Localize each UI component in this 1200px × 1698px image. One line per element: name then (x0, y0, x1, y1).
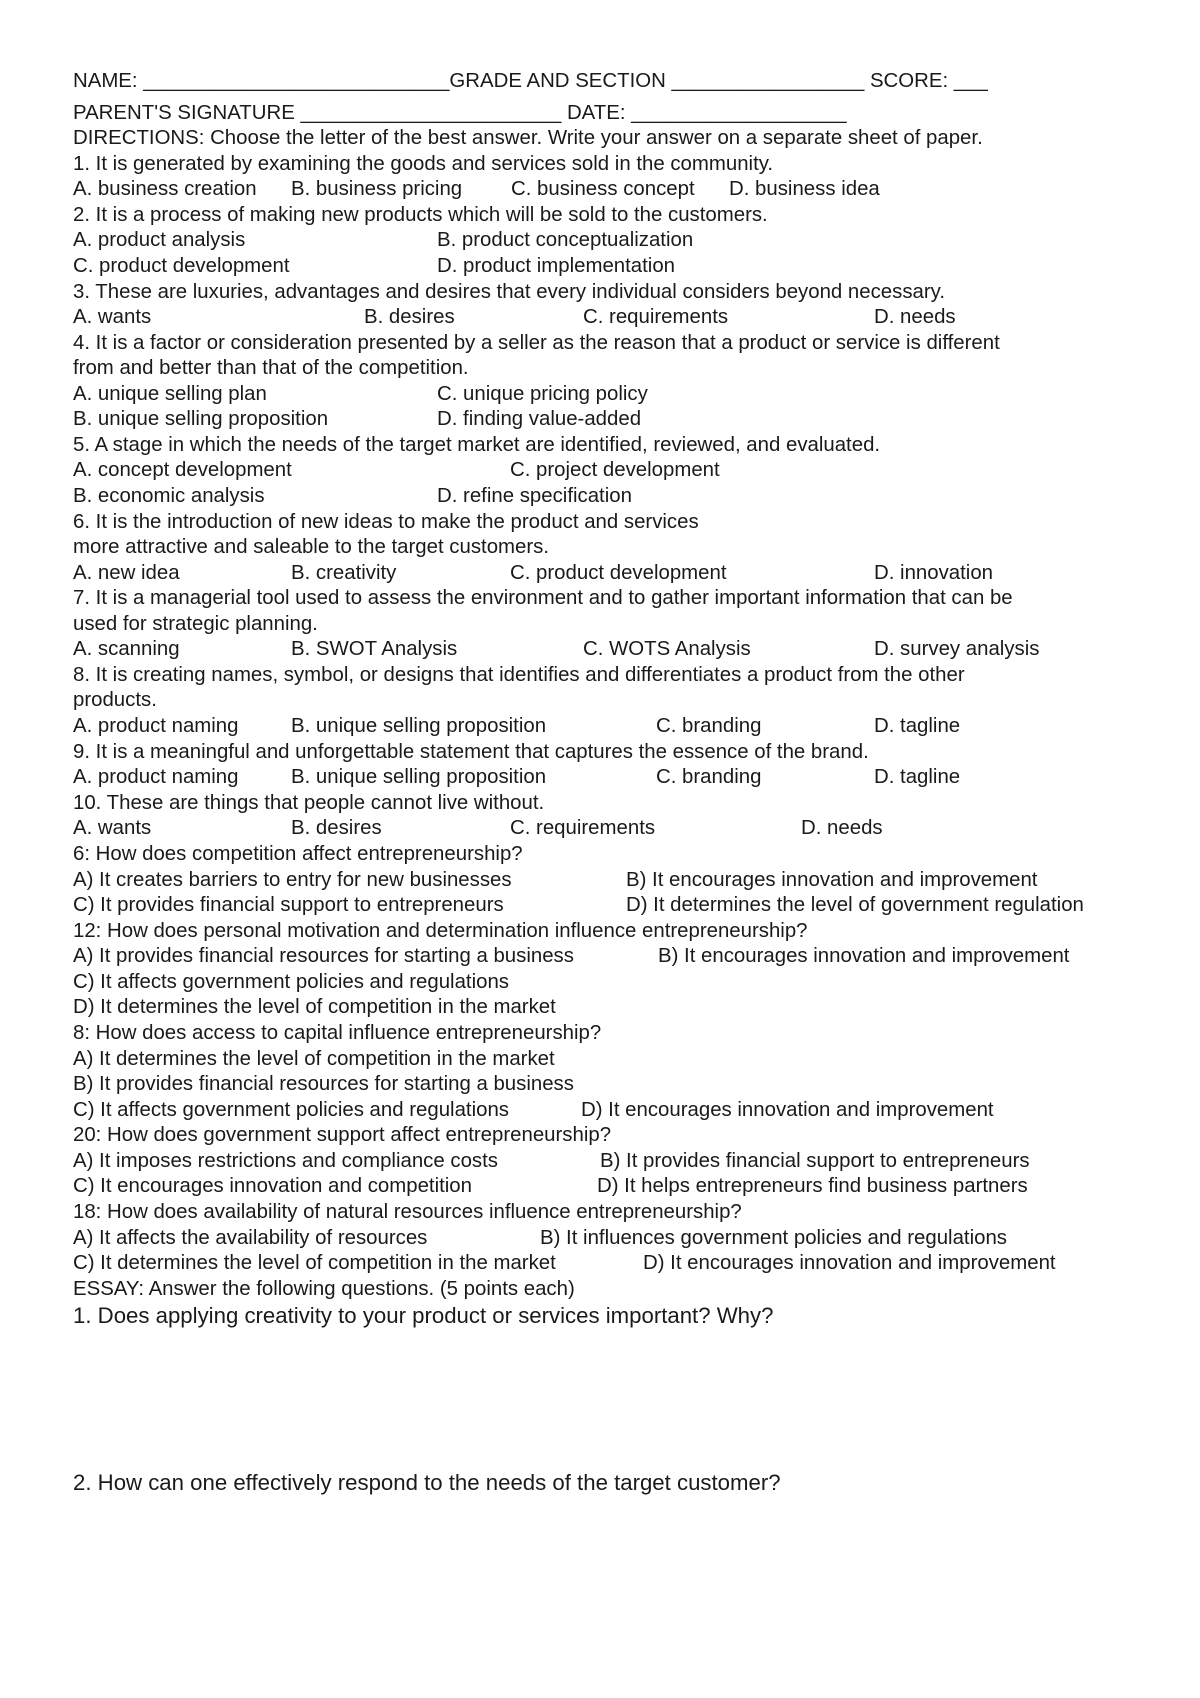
choice: A. scanning (73, 638, 180, 660)
choice: D. tagline (874, 766, 961, 788)
choice: C) It affects government policies and regulations (73, 1099, 509, 1121)
choice-row (0, 176, 1200, 202)
question-motivation (0, 918, 1200, 944)
choice-row (0, 1071, 1200, 1097)
question-capital (0, 1020, 1200, 1046)
choice: A) It creates barriers to entry for new businesses (73, 869, 512, 891)
choice: A. unique selling plan (73, 383, 267, 405)
choice: B. unique selling proposition (291, 715, 547, 737)
choice: B. desires (291, 817, 382, 839)
choice: C. requirements (510, 817, 656, 839)
question-government (0, 1122, 1200, 1148)
choice: D. needs (874, 306, 956, 328)
question-text: 5. A stage in which the needs of the target market are identified, reviewed, and evaluated. (73, 434, 881, 456)
choice-row (0, 969, 1200, 995)
essay-question-1 (0, 1303, 1200, 1329)
choice: C. WOTS Analysis (583, 638, 751, 660)
choice: C) It affects government policies and regulations (73, 971, 509, 993)
choice: B. economic analysis (73, 485, 265, 507)
choice-row (0, 943, 1200, 969)
choice: A) It affects the availability of resources (73, 1227, 428, 1249)
question-text: from and better than that of the competition. (73, 357, 469, 379)
choice: A. product naming (73, 766, 239, 788)
choice: C. unique pricing policy (437, 383, 648, 405)
question-3 (0, 279, 1200, 305)
question-1 (0, 151, 1200, 177)
header-signature-field: PARENT'S SIGNATURE _______________________ DATE: ___________________ (73, 102, 847, 124)
choice: D. refine specification (437, 485, 632, 507)
essay-heading-text: ESSAY: Answer the following questions. (5 points each) (73, 1278, 575, 1300)
directions-text: DIRECTIONS: Choose the letter of the best answer. Write your answer on a separate sheet of paper. (73, 127, 983, 149)
question-5 (0, 432, 1200, 458)
question-8-cont (0, 687, 1200, 713)
choice-row (0, 1250, 1200, 1276)
choice-row (0, 764, 1200, 790)
choice-row (0, 1173, 1200, 1199)
essay-question-text: 1. Does applying creativity to your product or services important? Why? (73, 1303, 774, 1328)
choice: C. product development (510, 562, 727, 584)
choice-row (0, 253, 1200, 279)
choice: C. business concept (511, 178, 695, 200)
choice: D) It encourages innovation and improvement (643, 1252, 1056, 1274)
choice: A) It imposes restrictions and compliance costs (73, 1150, 498, 1172)
choice-row (0, 227, 1200, 253)
choice: C. product development (73, 255, 290, 277)
question-text: 20: How does government support affect entrepreneurship? (73, 1124, 612, 1146)
directions-line (0, 125, 1200, 151)
question-text: 7. It is a managerial tool used to assess the environment and to gather important information that can be (73, 587, 1013, 609)
choice: B. SWOT Analysis (291, 638, 458, 660)
choice-row (0, 457, 1200, 483)
choice: C. branding (656, 715, 762, 737)
choice: B) It encourages innovation and improvement (626, 869, 1038, 891)
choice: C) It provides financial support to entrepreneurs (73, 894, 504, 916)
choice: C. project development (510, 459, 720, 481)
choice: D. needs (801, 817, 883, 839)
question-text: 8: How does access to capital influence entrepreneurship? (73, 1022, 602, 1044)
question-text: products. (73, 689, 157, 711)
choice: D. tagline (874, 715, 961, 737)
choice: D. finding value-added (437, 408, 642, 430)
question-2 (0, 202, 1200, 228)
question-text: 6: How does competition affect entrepreneurship? (73, 843, 523, 865)
choice: D. business idea (729, 178, 880, 200)
choice: B. creativity (291, 562, 397, 584)
choice: D. innovation (874, 562, 994, 584)
choice: A. product naming (73, 715, 239, 737)
choice: B. unique selling proposition (73, 408, 329, 430)
question-text: 12: How does personal motivation and determination influence entrepreneurship? (73, 920, 808, 942)
question-7 (0, 585, 1200, 611)
question-text: 18: How does availability of natural resources influence entrepreneurship? (73, 1201, 742, 1223)
question-text: 4. It is a factor or consideration presented by a seller as the reason that a product or service is different (73, 332, 1000, 354)
choice-row (0, 406, 1200, 432)
choice: B) It provides financial resources for starting a business (73, 1073, 574, 1095)
choice-row (0, 1046, 1200, 1072)
question-6-cont (0, 534, 1200, 560)
choice: B. product conceptualization (437, 229, 694, 251)
choice: D) It helps entrepreneurs find business partners (597, 1175, 1028, 1197)
choice: D) It determines the level of competition in the market (73, 996, 556, 1018)
question-text: 6. It is the introduction of new ideas to make the product and services (73, 511, 699, 533)
choice: D) It determines the level of government regulation (626, 894, 1084, 916)
choice: D. survey analysis (874, 638, 1040, 660)
choice-row (0, 1097, 1200, 1123)
choice: D) It encourages innovation and improvement (581, 1099, 994, 1121)
essay-question-2 (0, 1470, 1200, 1496)
choice: B) It influences government policies and regulations (540, 1227, 1007, 1249)
question-natural-resources (0, 1199, 1200, 1225)
question-text: 10. These are things that people cannot live without. (73, 792, 545, 814)
choice-row (0, 867, 1200, 893)
choice-row (0, 560, 1200, 586)
choice: A. product analysis (73, 229, 246, 251)
header-name-field: NAME: ___________________________GRADE AND SECTION _________________ SCORE: ___ (73, 70, 988, 92)
choice: B) It provides financial support to entrepreneurs (600, 1150, 1030, 1172)
question-text: 3. These are luxuries, advantages and desires that every individual considers beyond necessary. (73, 281, 946, 303)
question-text: 1. It is generated by examining the goods and services sold in the community. (73, 153, 774, 175)
question-text: 8. It is creating names, symbol, or designs that identifies and differentiates a product from the other (73, 664, 965, 686)
signature-line (0, 100, 1200, 126)
choice: C. branding (656, 766, 762, 788)
choice: B. business pricing (291, 178, 463, 200)
question-8 (0, 662, 1200, 688)
question-competition (0, 841, 1200, 867)
choice-row (0, 994, 1200, 1020)
choice: A. wants (73, 817, 152, 839)
choice: B) It encourages innovation and improvement (658, 945, 1070, 967)
choice: B. desires (364, 306, 455, 328)
choice: A) It determines the level of competition in the market (73, 1048, 555, 1070)
choice: A. new idea (73, 562, 180, 584)
choice: C) It determines the level of competition in the market (73, 1252, 556, 1274)
choice: C) It encourages innovation and competition (73, 1175, 472, 1197)
question-text: used for strategic planning. (73, 613, 318, 635)
choice-row (0, 381, 1200, 407)
question-10 (0, 790, 1200, 816)
choice-row (0, 1225, 1200, 1251)
choice: A. business creation (73, 178, 257, 200)
question-text: 2. It is a process of making new products which will be sold to the customers. (73, 204, 768, 226)
choice-row (0, 304, 1200, 330)
choice: A) It provides financial resources for starting a business (73, 945, 574, 967)
essay-question-text: 2. How can one effectively respond to the needs of the target customer? (73, 1470, 781, 1495)
choice: A. concept development (73, 459, 292, 481)
question-7-cont (0, 611, 1200, 637)
choice-row (0, 1148, 1200, 1174)
choice-row (0, 815, 1200, 841)
choice-row (0, 636, 1200, 662)
question-6 (0, 509, 1200, 535)
question-9 (0, 739, 1200, 765)
question-4 (0, 330, 1200, 356)
choice-row (0, 892, 1200, 918)
choice: A. wants (73, 306, 152, 328)
choice: B. unique selling proposition (291, 766, 547, 788)
question-text: more attractive and saleable to the target customers. (73, 536, 550, 558)
choice: C. requirements (583, 306, 729, 328)
essay-heading (0, 1276, 1200, 1302)
choice-row (0, 713, 1200, 739)
question-text: 9. It is a meaningful and unforgettable statement that captures the essence of the brand. (73, 741, 869, 763)
question-4-cont (0, 355, 1200, 381)
choice: D. product implementation (437, 255, 676, 277)
name-line (0, 68, 1200, 94)
choice-row (0, 483, 1200, 509)
